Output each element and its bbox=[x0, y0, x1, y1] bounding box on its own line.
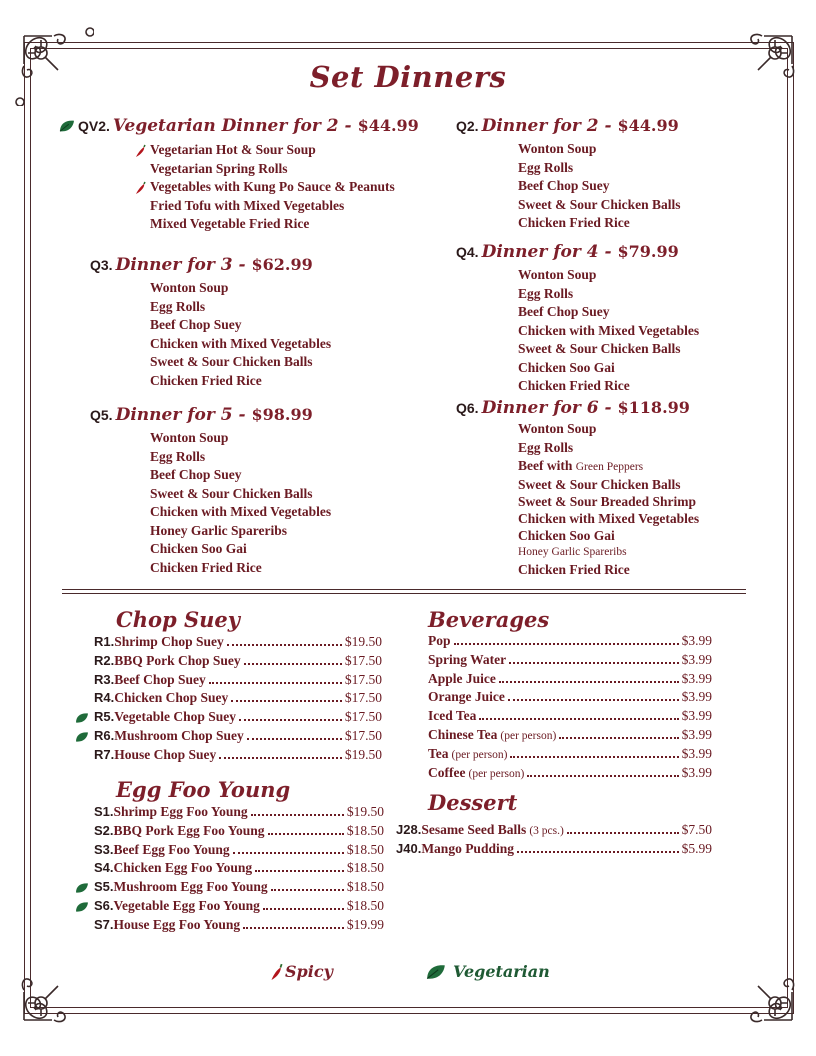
item-name: Iced Tea bbox=[428, 708, 477, 724]
menu-item bbox=[428, 765, 712, 784]
dot-leader bbox=[219, 757, 342, 759]
list-item: Egg Rolls bbox=[518, 439, 574, 455]
item-name: Beef Chop Suey bbox=[114, 671, 206, 687]
item-note: (per person) bbox=[468, 767, 525, 780]
list-item: Beef with Green Peppers bbox=[518, 458, 644, 473]
item-note: Green Peppers bbox=[575, 461, 644, 473]
menu-item bbox=[428, 708, 712, 727]
dot-leader bbox=[559, 737, 678, 739]
list-item: Chicken Fried Rice bbox=[518, 562, 630, 577]
list-item: Chicken Soo Gai bbox=[518, 359, 615, 375]
menu-item bbox=[428, 727, 712, 746]
dot-leader bbox=[268, 833, 344, 835]
list-item: Vegetarian Hot & Sour Soup bbox=[150, 141, 419, 160]
menu-item bbox=[94, 879, 384, 898]
item-name: Coffee bbox=[428, 764, 466, 780]
item-price: $19.99 bbox=[346, 916, 384, 932]
legend-spicy bbox=[268, 962, 333, 981]
item-price: $18.50 bbox=[346, 897, 384, 913]
item-price: $3.99 bbox=[681, 651, 712, 667]
leaf-icon bbox=[425, 963, 447, 981]
item-price: $5.99 bbox=[681, 840, 712, 856]
menu-item bbox=[94, 747, 382, 766]
menu-item bbox=[428, 671, 712, 690]
menu-item bbox=[94, 728, 382, 747]
menu-item bbox=[428, 633, 712, 652]
dot-leader bbox=[233, 852, 344, 854]
list-item: Wonton Soup bbox=[518, 421, 597, 436]
dot-leader bbox=[508, 699, 679, 701]
dinner-name: Dinner for 3 - bbox=[115, 255, 246, 275]
list-item: Wonton Soup bbox=[150, 280, 229, 295]
list-item: Chicken with Mixed Vegetables bbox=[150, 504, 332, 519]
item-price: $17.50 bbox=[344, 652, 382, 668]
list-item: Beef Chop Suey bbox=[150, 317, 242, 332]
dot-leader bbox=[251, 814, 344, 816]
list-item: Chicken Soo Gai bbox=[150, 541, 247, 556]
menu-item bbox=[428, 652, 712, 671]
item-price: $18.50 bbox=[346, 879, 384, 895]
item-name: Chicken Egg Foo Young bbox=[113, 860, 253, 876]
item-name: BBQ Pork Chop Suey bbox=[114, 652, 241, 668]
item-price: $3.99 bbox=[681, 689, 712, 705]
leaf-icon bbox=[74, 901, 90, 913]
item-name: Shrimp Egg Foo Young bbox=[113, 804, 248, 819]
list-item: Sweet & Sour Breaded Shrimp bbox=[518, 494, 697, 509]
list-item: Beef Chop Suey bbox=[518, 178, 610, 193]
list-item: Egg Rolls bbox=[150, 298, 206, 314]
list-item: Chicken Fried Rice bbox=[150, 372, 262, 388]
dot-leader bbox=[244, 663, 342, 665]
egg-foo-young-list bbox=[94, 804, 384, 936]
item-code: S3. bbox=[94, 841, 114, 857]
dot-leader bbox=[239, 719, 342, 721]
dot-leader bbox=[255, 870, 344, 872]
menu-item bbox=[94, 804, 384, 823]
menu-item bbox=[396, 822, 712, 841]
item-price: $7.50 bbox=[681, 822, 712, 837]
dinner-price: $62.99 bbox=[251, 255, 313, 274]
menu-item bbox=[94, 690, 382, 709]
item-price: $17.50 bbox=[344, 690, 382, 706]
list-item: Sweet & Sour Chicken Balls bbox=[150, 485, 313, 501]
dinner-code: QV2. bbox=[78, 118, 110, 134]
menu-item bbox=[94, 653, 382, 672]
dot-leader bbox=[517, 851, 679, 853]
item-note: (3 pcs.) bbox=[529, 825, 564, 837]
item-code: R1. bbox=[94, 634, 115, 649]
menu-item bbox=[396, 841, 712, 860]
menu-item bbox=[94, 672, 382, 691]
dinner-item-list bbox=[456, 140, 681, 233]
item-name: House Chop Suey bbox=[114, 746, 217, 762]
item-name: Mango Pudding bbox=[421, 840, 514, 856]
item-name: Vegetable Egg Foo Young bbox=[113, 897, 260, 913]
dot-leader bbox=[209, 682, 342, 684]
item-code: R6. bbox=[94, 727, 115, 743]
list-item: Sweet & Sour Chicken Balls bbox=[518, 196, 681, 212]
menu-item bbox=[94, 709, 382, 728]
dot-leader bbox=[231, 700, 342, 702]
item-price: $17.50 bbox=[344, 727, 382, 743]
item-name: House Egg Foo Young bbox=[113, 916, 241, 932]
section-title-chop-suey: Chop Suey bbox=[116, 607, 240, 632]
list-item: Honey Garlic Spareribs bbox=[150, 522, 287, 538]
dinner-item-list bbox=[62, 141, 419, 234]
dinner-item-list bbox=[456, 266, 699, 396]
dinner-price: $98.99 bbox=[251, 405, 313, 424]
dot-leader bbox=[271, 889, 344, 891]
item-name: Mushroom Egg Foo Young bbox=[113, 879, 268, 895]
dinner-price: $118.99 bbox=[617, 398, 690, 417]
item-note: (per person) bbox=[451, 748, 508, 761]
item-price: $3.99 bbox=[681, 764, 712, 780]
dinner-code: Q2. bbox=[456, 118, 479, 134]
dinner-q4 bbox=[456, 242, 699, 396]
dinner-item-list bbox=[90, 429, 331, 577]
menu-item bbox=[94, 823, 384, 842]
item-note: (per person) bbox=[500, 729, 557, 742]
item-code: S2. bbox=[94, 822, 114, 838]
item-code: R7. bbox=[94, 746, 115, 762]
dinner-price: $79.99 bbox=[617, 242, 679, 261]
item-code: J28. bbox=[396, 822, 422, 837]
item-name: Spring Water bbox=[428, 651, 507, 667]
list-item: Chicken Fried Rice bbox=[518, 215, 630, 230]
dinner-name: Dinner for 6 - bbox=[481, 398, 612, 418]
dinner-item-list bbox=[456, 420, 699, 578]
item-name: Orange Juice bbox=[428, 689, 505, 705]
legend-vegetarian bbox=[425, 962, 550, 981]
dinner-code: Q6. bbox=[456, 400, 479, 416]
list-item: Mixed Vegetable Fried Rice bbox=[150, 216, 310, 231]
item-name: BBQ Pork Egg Foo Young bbox=[113, 822, 265, 838]
corner-ornament-icon bbox=[14, 950, 94, 1030]
list-item: Chicken with Mixed Vegetables bbox=[518, 511, 700, 526]
section-title-beverages: Beverages bbox=[428, 607, 550, 632]
item-price: $3.99 bbox=[681, 745, 712, 761]
item-price: $3.99 bbox=[681, 670, 712, 686]
list-item: Honey Garlic Spareribs bbox=[518, 546, 627, 558]
dot-leader bbox=[263, 908, 344, 910]
list-item: Egg Rolls bbox=[150, 448, 206, 464]
item-code: R2. bbox=[94, 652, 115, 668]
dot-leader bbox=[499, 681, 679, 683]
item-name: Pop bbox=[428, 633, 451, 648]
list-item: Egg Rolls bbox=[518, 285, 574, 301]
list-item: Beef Chop Suey bbox=[518, 304, 610, 319]
item-code: S1. bbox=[94, 804, 114, 819]
item-code: S5. bbox=[94, 879, 114, 895]
chili-pepper-icon bbox=[133, 144, 147, 158]
list-item: Egg Rolls bbox=[518, 159, 574, 175]
section-title-egg-foo-young: Egg Foo Young bbox=[116, 777, 291, 802]
dinner-code: Q4. bbox=[456, 244, 479, 260]
item-price: $19.50 bbox=[346, 804, 384, 819]
item-price: $19.50 bbox=[344, 634, 382, 649]
leaf-icon bbox=[74, 731, 90, 743]
legend-label-spicy: Spicy bbox=[285, 962, 333, 981]
list-item: Chicken Fried Rice bbox=[150, 559, 262, 575]
dinner-name: Dinner for 4 - bbox=[481, 242, 612, 262]
item-code: R3. bbox=[94, 671, 115, 687]
list-item: Chicken Soo Gai bbox=[518, 528, 615, 543]
dot-leader bbox=[479, 718, 678, 720]
leaf-icon bbox=[58, 119, 76, 133]
dinner-name: Dinner for 5 - bbox=[115, 405, 246, 425]
item-code: J40. bbox=[396, 840, 422, 856]
dot-leader bbox=[527, 775, 678, 777]
page-title: Set Dinners bbox=[309, 60, 507, 94]
item-name: Shrimp Chop Suey bbox=[114, 634, 224, 649]
list-item: Wonton Soup bbox=[518, 267, 597, 282]
dinner-item-list bbox=[90, 279, 331, 390]
list-item: Sweet & Sour Chicken Balls bbox=[518, 341, 681, 356]
item-name: Beef Egg Foo Young bbox=[113, 841, 230, 857]
dot-leader bbox=[247, 738, 342, 740]
menu-item bbox=[94, 860, 384, 879]
leaf-icon bbox=[74, 712, 90, 724]
dinner-q5 bbox=[90, 405, 331, 577]
dinner-name: Dinner for 2 - bbox=[481, 116, 612, 136]
chili-pepper-icon bbox=[133, 181, 147, 195]
item-code: S7. bbox=[94, 916, 114, 932]
list-item: Chicken with Mixed Vegetables bbox=[518, 322, 700, 338]
beverages-list bbox=[428, 633, 712, 783]
item-name: Tea bbox=[428, 745, 449, 761]
list-item: Beef Chop Suey bbox=[150, 467, 242, 482]
menu-item bbox=[94, 898, 384, 917]
dinner-price: $44.99 bbox=[357, 116, 419, 135]
dinner-price: $44.99 bbox=[617, 116, 679, 135]
item-name: Vegetable Chop Suey bbox=[114, 709, 236, 725]
list-item: Vegetarian Spring Rolls bbox=[150, 160, 288, 176]
section-divider bbox=[62, 589, 746, 594]
dinner-q3 bbox=[90, 255, 331, 390]
item-price: $3.99 bbox=[681, 726, 712, 742]
item-code: R4. bbox=[94, 690, 115, 706]
item-code: R5. bbox=[94, 709, 115, 725]
chop-suey-list bbox=[94, 634, 382, 766]
dinner-code: Q3. bbox=[90, 257, 113, 273]
item-name: Apple Juice bbox=[428, 670, 496, 686]
item-price: $18.50 bbox=[346, 822, 384, 838]
item-price: $17.50 bbox=[344, 671, 382, 687]
dot-leader bbox=[243, 927, 344, 929]
dessert-list bbox=[396, 822, 712, 860]
section-title-dessert: Dessert bbox=[428, 790, 518, 815]
list-item: Sweet & Sour Chicken Balls bbox=[518, 477, 681, 492]
dot-leader bbox=[510, 756, 678, 758]
item-price: $18.50 bbox=[346, 841, 384, 857]
list-item: Wonton Soup bbox=[518, 141, 597, 156]
list-item: Sweet & Sour Chicken Balls bbox=[150, 354, 313, 369]
item-name: Sesame Seed Balls bbox=[421, 822, 527, 837]
legend-label-vegetarian: Vegetarian bbox=[453, 962, 550, 981]
item-price: $19.50 bbox=[344, 746, 382, 762]
dinner-qv2 bbox=[62, 116, 419, 234]
list-item: Chicken Fried Rice bbox=[518, 378, 630, 393]
item-price: $18.50 bbox=[346, 860, 384, 876]
item-code: S6. bbox=[94, 897, 114, 913]
dot-leader bbox=[567, 832, 679, 834]
menu-item bbox=[428, 689, 712, 708]
leaf-icon bbox=[74, 882, 90, 894]
item-name: Chinese Tea bbox=[428, 726, 498, 742]
item-price: $3.99 bbox=[681, 708, 712, 724]
dot-leader bbox=[227, 644, 342, 646]
list-item: Chicken with Mixed Vegetables bbox=[150, 335, 332, 351]
dot-leader bbox=[509, 662, 678, 664]
item-price: $3.99 bbox=[681, 633, 712, 648]
dinner-q6 bbox=[456, 398, 699, 578]
menu-item bbox=[94, 842, 384, 861]
list-item: Fried Tofu with Mixed Vegetables bbox=[150, 197, 345, 213]
item-code: S4. bbox=[94, 860, 114, 876]
menu-item bbox=[94, 634, 382, 653]
corner-ornament-icon bbox=[722, 950, 802, 1030]
dot-leader bbox=[454, 643, 679, 645]
menu-item bbox=[428, 746, 712, 765]
list-item: Vegetables with Kung Po Sauce & Peanuts bbox=[150, 178, 419, 197]
item-price: $17.50 bbox=[344, 709, 382, 725]
item-name: Chicken Chop Suey bbox=[114, 690, 229, 706]
item-name: Mushroom Chop Suey bbox=[114, 727, 244, 743]
dinner-code: Q5. bbox=[90, 407, 113, 423]
menu-item bbox=[94, 917, 384, 936]
dinner-name: Vegetarian Dinner for 2 - bbox=[112, 116, 352, 136]
list-item: Wonton Soup bbox=[150, 430, 229, 445]
chili-pepper-icon bbox=[268, 963, 284, 981]
dinner-q2 bbox=[456, 116, 681, 233]
